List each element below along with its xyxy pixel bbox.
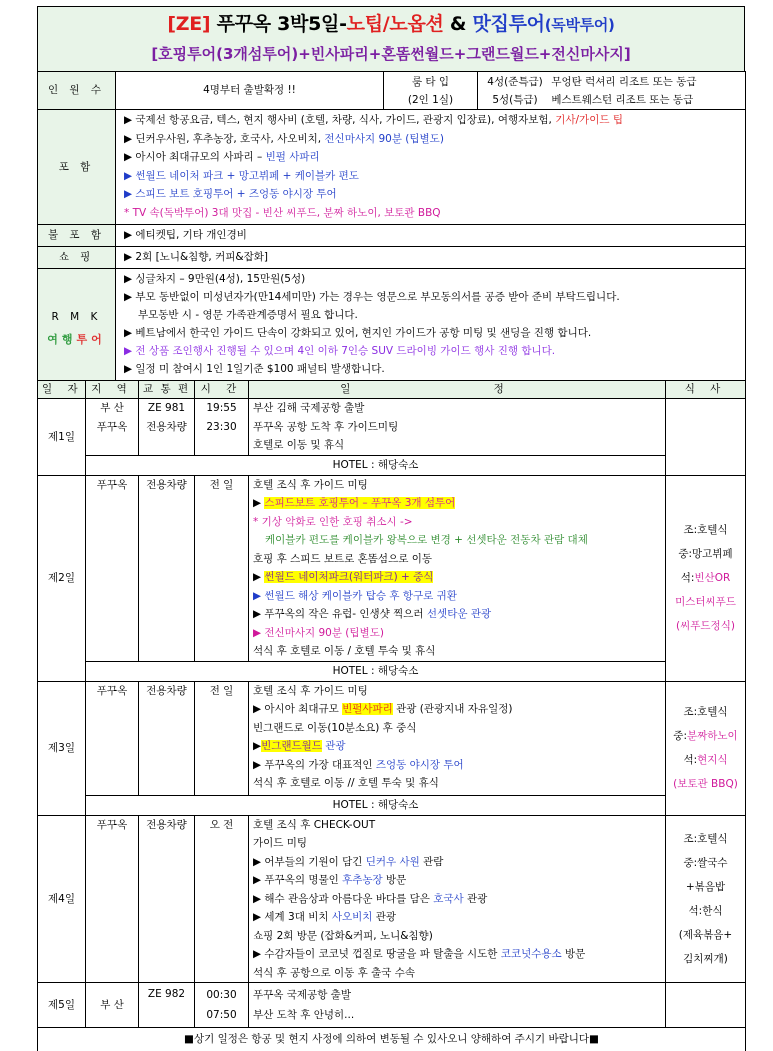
rmk-item: 부모동반 시 - 영문 가족관계증명서 필요 합니다. bbox=[138, 309, 358, 321]
include-item: ▶ 썬월드 네이처 파크 + 망고뷔페 + 케이블카 편도 bbox=[124, 169, 359, 182]
rmk-label: R M K bbox=[51, 311, 102, 323]
day4-schedule: 호텔 조식 후 CHECK-OUT 가이드 미팅 ▶ 어부들의 기원이 담긴 딘커우 사원 관람 ▶ 푸꾸옥의 명물인 후추농장 방문 ▶ 해수 관음상과 아름다운 바다를 담은 호국사 관광 ▶ 세계 3대 비치 사오비치 관광 쇼핑 2회 방문 (잡화&커피, 노니&침향) ▶ 수감자들이 코코넛 껍질로 땅굴을 파 탈출을 시도한 코코넛수용소 방문 석식 후 공항으로 이동 후 출국 수속 bbox=[249, 815, 666, 983]
day4-region: 푸꾸옥 bbox=[86, 815, 139, 983]
title-amp: & bbox=[443, 13, 473, 35]
title-exclusive: (독박투어) bbox=[544, 16, 615, 34]
day2-region: 푸꾸옥 bbox=[86, 475, 139, 661]
rmk-item: ▶ 싱글차지 – 9만원(4성), 15만원(5성) bbox=[124, 273, 306, 285]
rmk-label-cell bbox=[38, 269, 116, 381]
day3-time: 전 일 bbox=[195, 681, 249, 795]
room-sub: (2인 1실) bbox=[407, 94, 454, 106]
header-schedule: 일 정 bbox=[249, 381, 666, 399]
day5-label: 제5일 bbox=[38, 983, 86, 1028]
people-value: 4명부터 출발확정 !! bbox=[116, 72, 384, 110]
header-meal: 식 사 bbox=[666, 381, 746, 399]
shopping-value: ▶ 2회 [노니&침향, 커피&잡화] bbox=[116, 247, 746, 269]
product-code: [ZE] bbox=[167, 13, 211, 35]
day1-schedule: 부산 김해 국제공항 출발 푸꾸옥 공항 도착 후 가이드미팅 호텔로 이동 및 휴식 bbox=[249, 399, 666, 456]
exclude-label: 불 포 함 bbox=[38, 225, 116, 247]
page-title bbox=[38, 9, 744, 40]
rmk-list bbox=[116, 269, 746, 381]
include-item: ▶ 스피드 보트 호핑투어 + 즈엉동 야시장 투어 bbox=[124, 188, 337, 200]
rmk-item: ▶ 전 상품 조인행사 진행될 수 있으며 4인 이하 7인승 SUV 드라이빙 가이드 행사 진행 합니다. bbox=[124, 345, 556, 357]
day1-time: 19:55 23:30 bbox=[195, 399, 249, 456]
header-time: 시 간 bbox=[195, 381, 249, 399]
travel-logo-icon: 여행투어 bbox=[47, 332, 106, 346]
header-transport: 교 통 편 bbox=[139, 381, 195, 399]
day2-time: 전 일 bbox=[195, 475, 249, 661]
info-table bbox=[37, 71, 746, 381]
day2-transport: 전용차량 bbox=[139, 475, 195, 661]
room-option-4star: 4성(준특급) 무엉탄 럭셔리 리조트 또는 동급 bbox=[487, 76, 697, 88]
footer-notice: ■상기 일정은 항공 및 현지 사정에 의하여 변동될 수 있사오니 양해하여 주시기 바랍니다■ bbox=[38, 1028, 746, 1051]
day5-schedule: 푸꾸옥 국제공항 출발 부산 도착 후 안녕히... bbox=[249, 983, 666, 1028]
title-notip: 노팁/노옵션 bbox=[346, 13, 444, 35]
day1-label: 제1일 bbox=[38, 399, 86, 476]
day3-region: 푸꾸옥 bbox=[86, 681, 139, 795]
day5-region: 부 산 bbox=[86, 983, 139, 1028]
day1-hotel: HOTEL : 해당숙소 bbox=[86, 455, 666, 475]
rmk-item: ▶ 부모 동반없이 미성년자가(만14세미만) 가는 경우는 영문으로 부모동의서를 공증 받아 준비 부탁드립니다. bbox=[124, 291, 620, 303]
room-options bbox=[478, 72, 746, 110]
day1-region: 부 산 푸꾸옥 bbox=[86, 399, 139, 456]
include-list bbox=[116, 110, 746, 225]
room-type-cell bbox=[384, 72, 478, 110]
people-label: 인 원 수 bbox=[38, 72, 116, 110]
shopping-label: 쇼 핑 bbox=[38, 247, 116, 269]
day3-transport: 전용차량 bbox=[139, 681, 195, 795]
room-label: 룸 타 입 bbox=[411, 76, 450, 88]
schedule-table bbox=[37, 380, 746, 1051]
rmk-item: ▶ 일정 미 참여시 1인 1일기준 $100 패널티 발생합니다. bbox=[124, 363, 385, 375]
page-subtitle: [호핑투어(3개섬투어)+빈사파리+혼똠썬월드+그랜드월드+전신마사지] bbox=[151, 45, 631, 63]
day4-time: 오 전 bbox=[195, 815, 249, 983]
day2-label: 제2일 bbox=[38, 475, 86, 681]
day1-transport: ZE 981 전용차량 bbox=[139, 399, 195, 456]
title-table bbox=[37, 6, 745, 72]
day1-meal bbox=[666, 399, 746, 476]
rmk-item: ▶ 베트남에서 한국인 가이드 단속이 강화되고 있어, 현지인 가이드가 공항 미팅 및 샌딩을 진행 합니다. bbox=[124, 327, 592, 339]
day3-hotel: HOTEL : 해당숙소 bbox=[86, 795, 666, 815]
day5-meal bbox=[666, 983, 746, 1028]
day2-schedule: 호텔 조식 후 가이드 미팅 ▶ 스피드보트 호핑투어 – 푸꾸옥 3개 섬투어 * 기상 악화로 인한 호핑 취소시 -> 케이블카 편도를 케이블카 왕복으로 변경 + 선셋타운 전동차 관람 대체 호핑 후 스피드 보트로 혼똠섬으로 이동 ▶ 썬월드 네이처파크(워터파크) + 중식 ▶ 썬월드 해상 케이블카 탑승 후 항구로 귀환 ▶ 푸꾸옥의 작은 유럽- 인생샷 찍으러 선셋타운 관광 ▶ 전신마사지 90분 (팁별도) 석식 후 호텔로 이동 / 호텔 투숙 및 휴식 bbox=[249, 475, 666, 661]
day4-transport: 전용차량 bbox=[139, 815, 195, 983]
include-item: * TV 속(독박투어) 3대 맛집 - 빈산 씨푸드, 분짜 하노이, 보토콴 BBQ bbox=[124, 206, 441, 219]
day3-schedule: 호텔 조식 후 가이드 미팅 ▶ 아시아 최대규모 빈펄사파리 관광 (관광지내 자유일정) 빈그랜드로 이동(10분소요) 후 중식 ▶빈그랜드월드 관광 ▶ 푸꾸옥의 가장 대표적인 즈엉동 야시장 투어 석식 후 호텔로 이동 // 호텔 투숙 및 휴식 bbox=[249, 681, 666, 795]
day3-label: 제3일 bbox=[38, 681, 86, 815]
header-day: 일 자 bbox=[38, 381, 86, 399]
day5-transport: ZE 982 bbox=[139, 983, 195, 1028]
title-main: 푸꾸옥 3박5일- bbox=[216, 13, 347, 35]
day2-hotel: HOTEL : 해당숙소 bbox=[86, 661, 666, 681]
include-item: ▶ 아시아 최대규모의 사파리 – 빈펄 사파리 bbox=[124, 151, 320, 163]
day4-meal: 조:호텔식 중:쌀국수 +볶음밥 석:한식 (제육볶음+ 김치찌개) bbox=[666, 815, 746, 983]
day3-meal: 조:호텔식 중:분짜하노이 석:현지식 (보토관 BBQ) bbox=[666, 681, 746, 815]
exclude-value: ▶ 에티켓팁, 기타 개인경비 bbox=[116, 225, 746, 247]
include-item: ▶ 딘커우사원, 후추농장, 호국사, 사오비치, 전신마사지 90분 (팁별도) bbox=[124, 132, 444, 145]
day5-time: 00:30 07:50 bbox=[195, 983, 249, 1028]
day4-label: 제4일 bbox=[38, 815, 86, 983]
room-option-5star: 5성(특급) 베스트웨스턴 리조트 또는 동급 bbox=[492, 94, 694, 106]
title-block bbox=[38, 7, 745, 72]
day2-meal: 조:호텔식 중:망고뷔페 석:빈산OR 미스터씨푸드 (씨푸드정식) bbox=[666, 475, 746, 681]
include-label: 포 함 bbox=[38, 110, 116, 225]
itinerary-sheet bbox=[37, 6, 745, 1051]
header-region: 지 역 bbox=[86, 381, 139, 399]
include-item: ▶ 국제선 항공요금, 텍스, 현지 행사비 (호텔, 차량, 식사, 가이드, 관광지 입장료), 여행자보험, 기사/가이드 팁 bbox=[124, 114, 623, 126]
title-food: 맛집투어 bbox=[472, 13, 545, 35]
